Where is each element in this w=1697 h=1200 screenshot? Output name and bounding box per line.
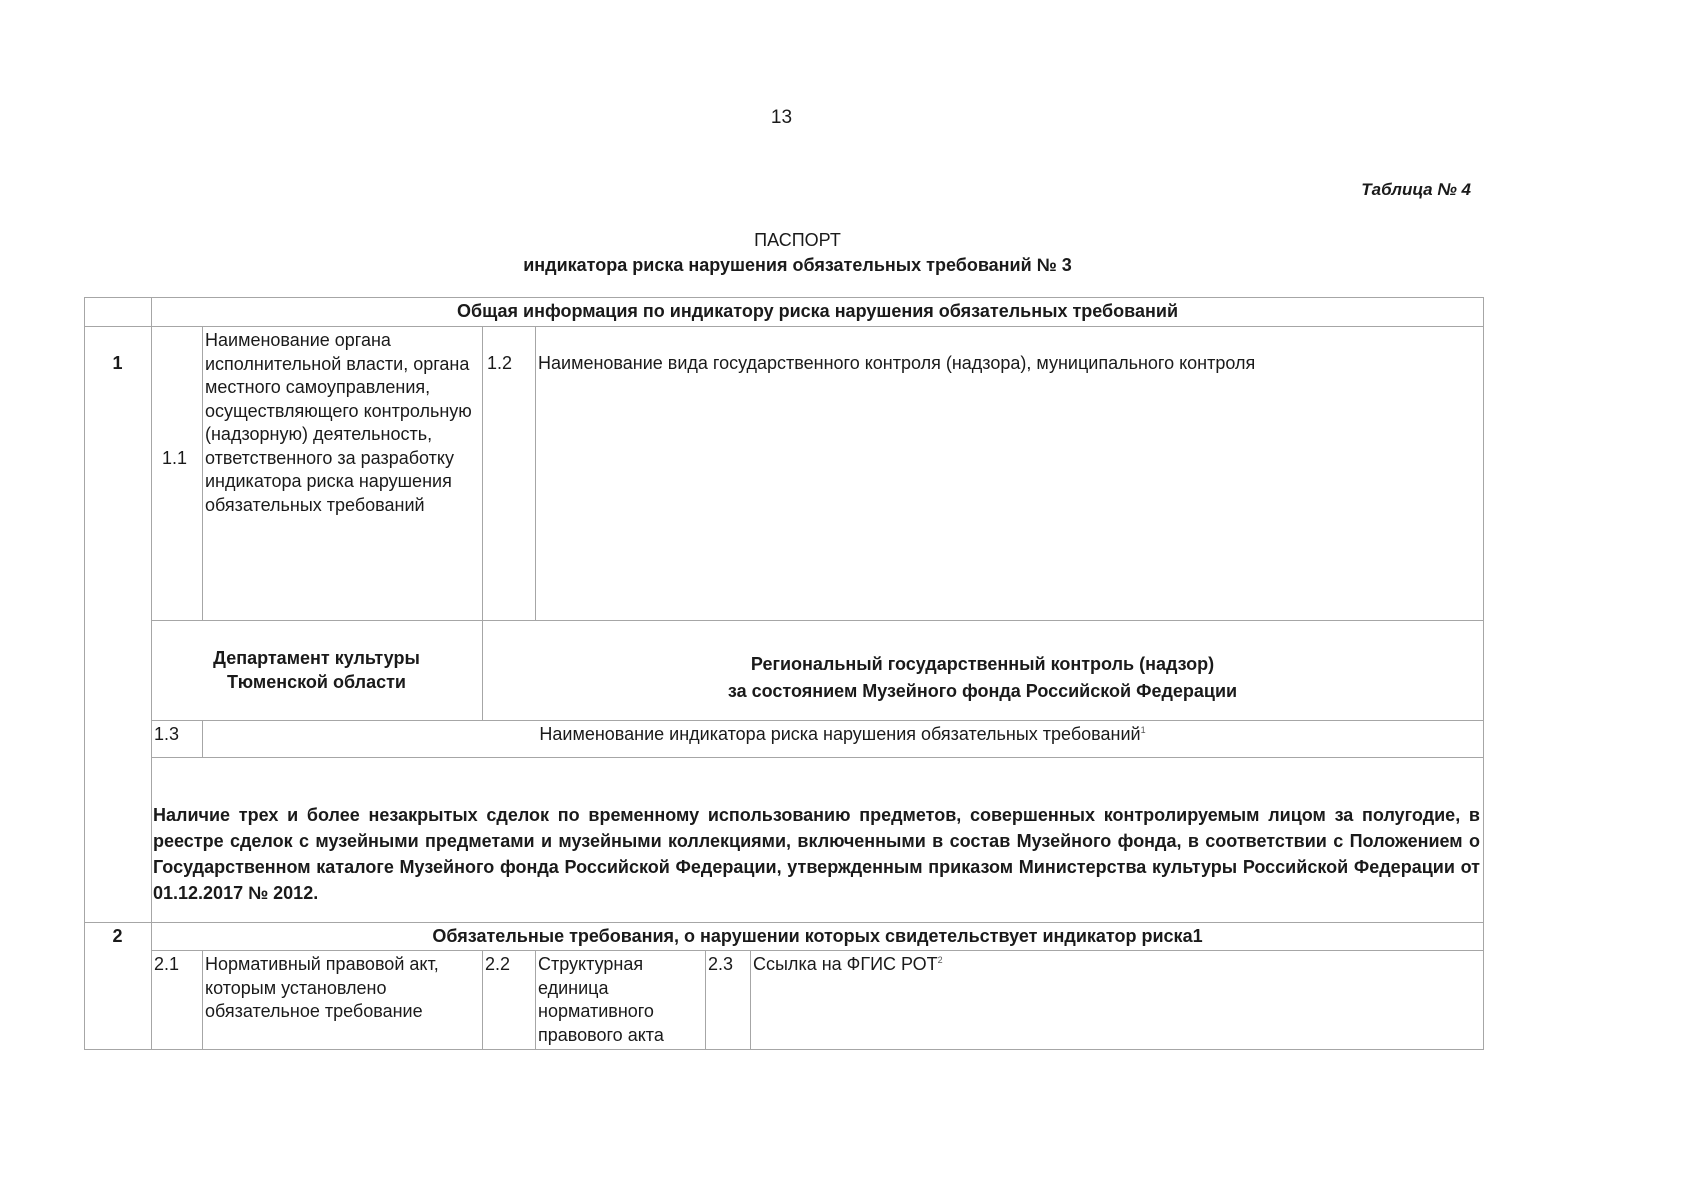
footnote-marker-1: 1 <box>1140 725 1146 735</box>
section-number-2: 2 <box>112 926 123 946</box>
column-line <box>535 950 536 1049</box>
page-number: 13 <box>770 107 793 128</box>
table-border-top <box>84 297 1484 298</box>
column-number-2-1: 2.1 <box>154 954 180 974</box>
column-label-2-1: Нормативный правовой акт, которым установлено обязательное требование <box>205 954 439 1021</box>
column-line <box>202 326 203 620</box>
row-line <box>151 620 1484 621</box>
row-number-1-2: 1.2 <box>487 353 513 373</box>
title-line-1: ПАСПОРТ <box>754 230 841 250</box>
document-title <box>0 228 1595 278</box>
column-line <box>482 950 483 1049</box>
column-line <box>535 326 536 620</box>
column-label-2-3 <box>753 953 1478 977</box>
column-line <box>202 950 203 1049</box>
row-line <box>151 950 1484 951</box>
table-border-bottom <box>84 1049 1484 1050</box>
control-line-2: за состоянием Музейного фонда Российской Федерации <box>727 681 1238 701</box>
row-label-1-3 <box>202 723 1483 747</box>
section-2-header: Обязательные требования, о нарушении которых свидетельствует индикатор риска1 <box>432 926 1203 946</box>
department-line-1: Департамент культуры <box>213 648 420 668</box>
row-number-1-3: 1.3 <box>154 724 180 744</box>
table-label: Таблица № 4 <box>1361 180 1471 199</box>
column-label-2-2: Структурная единица нормативного правового акта <box>538 954 664 1045</box>
row-line <box>151 720 1484 721</box>
column-line <box>750 950 751 1049</box>
column-line <box>705 950 706 1049</box>
control-line-1: Региональный государственный контроль (надзор) <box>750 654 1215 674</box>
control-type <box>482 651 1483 705</box>
column-label-2-3-text: Ссылка на ФГИС РОТ <box>753 954 938 974</box>
section-number-1: 1 <box>112 353 123 373</box>
indicator-text: Наличие трех и более незакрытых сделок по временному использованию предметов, совершенных контролируемым лицом за полугодие, в реестре сделок с музейными предметами и музейными коллекциями, включенными в состав Музейного фонда, в соответствии с Положением о Государственном каталоге Музейного фонда Российской Федерации, утвержденным приказом Министерства культуры Российской Федерации от 01.12.2017 № 2012. <box>153 805 1480 903</box>
column-number-2-2: 2.2 <box>485 954 511 974</box>
title-line-2: индикатора риска нарушения обязательных требований № 3 <box>523 255 1072 275</box>
row-label-1-1: Наименование органа исполнительной власти, органа местного самоуправления, осуществляющего контрольную (надзорную) деятельность, ответственного за разработку индикатора риска нарушения обязательных требований <box>205 330 472 515</box>
row-line <box>84 326 1484 327</box>
table-header: Общая информация по индикатору риска нарушения обязательных требований <box>456 301 1179 321</box>
row-number-1-1: 1.1 <box>162 448 188 468</box>
row-line <box>84 922 1484 923</box>
department-line-2: Тюменской области <box>227 671 406 692</box>
row-label-1-2: Наименование вида государственного контроля (надзора), муниципального контроля <box>538 353 1256 373</box>
footnote-marker-2: 2 <box>937 955 943 965</box>
column-number-2-3: 2.3 <box>708 954 734 974</box>
row-label-1-3-text: Наименование индикатора риска нарушения обязательных требований <box>539 724 1141 744</box>
department-name <box>151 647 482 694</box>
row-line <box>151 757 1484 758</box>
passport-table <box>84 297 1484 1050</box>
